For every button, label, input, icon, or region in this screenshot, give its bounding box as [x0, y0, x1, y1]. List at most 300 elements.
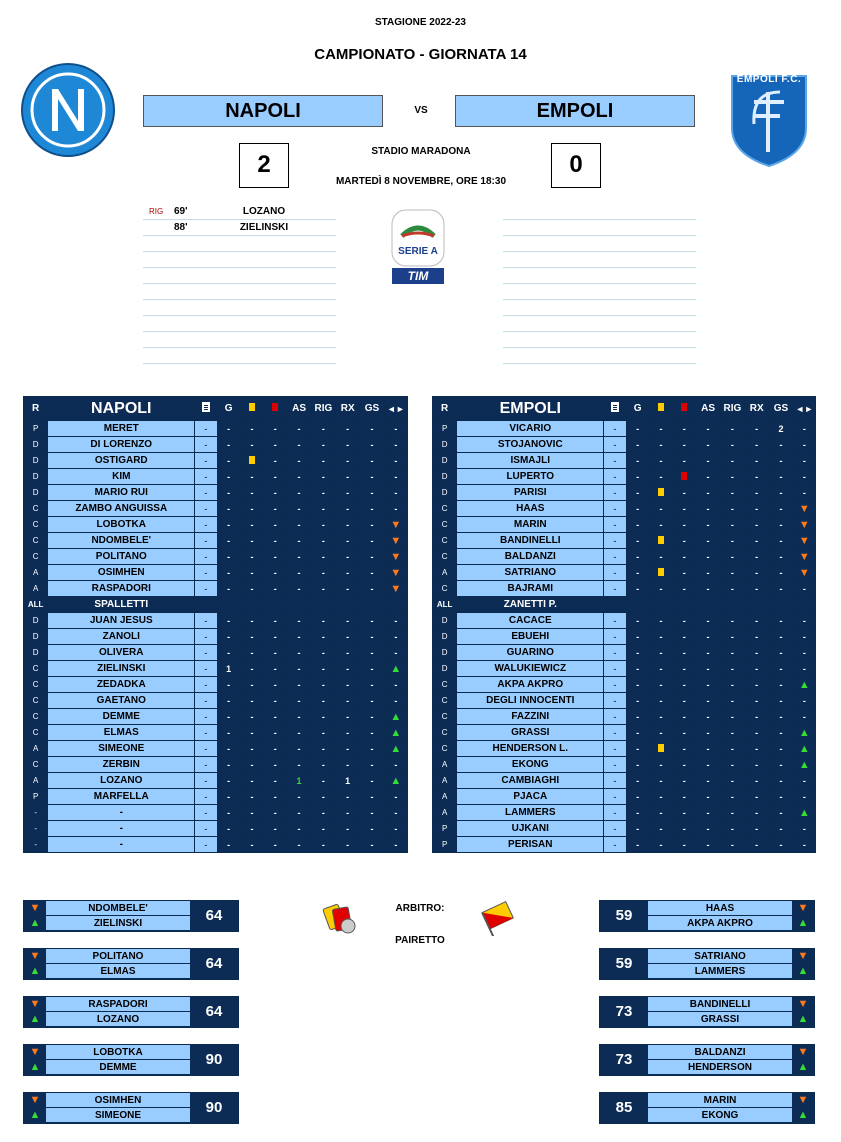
player-penalty-scored: -: [720, 517, 744, 533]
player-out-name: POLITANO: [46, 949, 190, 964]
player-row: [433, 501, 816, 517]
player-sub: -: [384, 821, 407, 837]
player-in-name: SIMEONE: [46, 1108, 190, 1123]
player-vote: -: [604, 565, 626, 581]
player-name: GRASSI: [457, 725, 604, 741]
player-goals: -: [626, 645, 649, 661]
player-goals: -: [626, 469, 649, 485]
player-assists: -: [287, 805, 311, 821]
sub-in-icon: ▲: [798, 742, 810, 755]
player-role: D: [24, 645, 48, 661]
player-red-card: -: [673, 677, 696, 693]
player-penalty-scored: -: [311, 837, 335, 853]
player-penalty-missed: -: [336, 709, 360, 725]
player-goals: -: [626, 789, 649, 805]
scorer-line: [503, 348, 696, 364]
player-penalty-missed: -: [336, 645, 360, 661]
sub-in-icon: ▲: [24, 1108, 46, 1124]
sub-out-icon: ▼: [390, 566, 402, 579]
player-row: [24, 437, 408, 453]
tim-text: TIM: [407, 269, 429, 283]
player-penalty-scored: -: [720, 741, 744, 757]
player-name: BALDANZI: [457, 549, 604, 565]
player-goals-conceded: -: [360, 517, 384, 533]
player-name: -: [48, 821, 195, 837]
coach-role: ALL: [24, 597, 48, 613]
away-score: 0: [551, 143, 601, 188]
player-vote: -: [604, 517, 626, 533]
player-name: POLITANO: [48, 549, 195, 565]
col-role-header: R: [433, 397, 457, 421]
player-yellow-card: -: [240, 549, 263, 565]
player-role: C: [433, 549, 457, 565]
player-name: HAAS: [457, 501, 604, 517]
player-red-card: -: [264, 805, 287, 821]
player-name: ISMAJLI: [457, 453, 604, 469]
player-goals: -: [626, 581, 649, 597]
penalty-missed-header: RX: [745, 397, 769, 421]
match-date: MARTEDÌ 8 NOVEMBRE, ORE 18:30: [335, 176, 507, 187]
player-sub: -: [793, 773, 815, 789]
player-penalty-scored: -: [720, 629, 744, 645]
sub-in-icon: ▲: [390, 710, 402, 723]
substitution-box: [599, 900, 815, 932]
player-penalty-scored: -: [311, 677, 335, 693]
player-yellow-card: [240, 453, 263, 469]
player-row: [433, 741, 816, 757]
penalty-scored-header: RIG: [311, 397, 335, 421]
player-row: [24, 549, 408, 565]
player-goals: -: [626, 549, 649, 565]
player-role: D: [433, 485, 457, 501]
player-vote: -: [604, 757, 626, 773]
player-row: [24, 693, 408, 709]
player-penalty-missed: -: [745, 645, 769, 661]
player-name: LOZANO: [48, 773, 195, 789]
coach-row: [433, 597, 816, 613]
player-vote: -: [195, 421, 217, 437]
player-sub: -: [384, 805, 407, 821]
player-yellow-card: -: [240, 725, 263, 741]
player-penalty-scored: -: [311, 437, 335, 453]
goal-minute: 69': [174, 206, 188, 217]
player-penalty-scored: -: [311, 469, 335, 485]
player-sub: [793, 741, 815, 757]
player-red-card: -: [673, 741, 696, 757]
player-assists: -: [696, 805, 720, 821]
player-penalty-missed: -: [336, 757, 360, 773]
player-vote: -: [195, 757, 217, 773]
player-penalty-missed: -: [336, 661, 360, 677]
player-assists: -: [287, 789, 311, 805]
player-yellow-card: -: [240, 517, 263, 533]
player-goals: -: [217, 757, 240, 773]
player-goals: -: [217, 565, 240, 581]
player-row: [433, 517, 816, 533]
player-penalty-scored: -: [311, 501, 335, 517]
sub-minute: 59: [600, 949, 648, 979]
player-name: DEMME: [48, 709, 195, 725]
yellow-card-icon: [658, 403, 664, 411]
player-goals: -: [217, 645, 240, 661]
player-penalty-missed: -: [336, 501, 360, 517]
yellow-card-header: [240, 397, 263, 421]
player-assists: -: [696, 677, 720, 693]
coach-name: SPALLETTI: [48, 597, 195, 613]
player-penalty-scored: -: [311, 517, 335, 533]
player-penalty-scored: -: [720, 453, 744, 469]
player-vote: -: [604, 453, 626, 469]
player-role: D: [24, 453, 48, 469]
player-penalty-scored: -: [720, 693, 744, 709]
sub-out-icon: ▼: [798, 502, 810, 515]
player-penalty-scored: -: [311, 773, 335, 789]
player-row: [433, 421, 816, 437]
player-red-card: -: [673, 837, 696, 853]
player-red-card: -: [264, 437, 287, 453]
player-assists: -: [696, 581, 720, 597]
player-penalty-missed: -: [745, 469, 769, 485]
sub-in-icon: ▲: [798, 758, 810, 771]
player-penalty-scored: -: [311, 693, 335, 709]
player-goals: -: [217, 501, 240, 517]
player-assists: -: [696, 773, 720, 789]
player-goals: -: [217, 821, 240, 837]
player-goals: -: [626, 709, 649, 725]
player-penalty-missed: -: [336, 677, 360, 693]
sub-out-icon: ▼: [24, 1045, 46, 1061]
scorer-line: [143, 332, 336, 348]
serie-a-logo: [388, 208, 448, 286]
player-goals-conceded: -: [360, 565, 384, 581]
player-penalty-missed: -: [336, 805, 360, 821]
player-assists: -: [696, 693, 720, 709]
player-role: P: [24, 789, 48, 805]
player-role: C: [24, 533, 48, 549]
player-assists: -: [696, 549, 720, 565]
player-sub: -: [793, 629, 815, 645]
player-name: MARIO RUI: [48, 485, 195, 501]
player-penalty-scored: -: [720, 773, 744, 789]
player-red-card: -: [673, 709, 696, 725]
player-name: ZIELINSKI: [48, 661, 195, 677]
player-goals-conceded: -: [769, 549, 793, 565]
yellow-card-icon: [658, 488, 664, 496]
player-yellow-card: -: [240, 709, 263, 725]
player-sub: [384, 661, 407, 677]
player-vote: -: [195, 693, 217, 709]
home-score: 2: [239, 143, 289, 188]
player-penalty-missed: -: [336, 533, 360, 549]
yellow-card-icon: [249, 456, 255, 464]
player-assists: -: [287, 661, 311, 677]
player-penalty-scored: -: [311, 629, 335, 645]
player-row: [433, 725, 816, 741]
player-row: [24, 661, 408, 677]
player-penalty-scored: -: [311, 757, 335, 773]
player-vote: -: [195, 581, 217, 597]
player-assists: -: [696, 517, 720, 533]
player-penalty-scored: -: [720, 613, 744, 629]
player-sub: -: [384, 613, 407, 629]
player-goals-conceded: -: [360, 581, 384, 597]
scorer-line: [503, 300, 696, 316]
player-row: [433, 677, 816, 693]
player-role: A: [433, 805, 457, 821]
player-yellow-card: -: [649, 693, 672, 709]
player-red-card: -: [264, 501, 287, 517]
substitution-box: [599, 1092, 815, 1124]
player-row: [433, 549, 816, 565]
player-goals: 1: [217, 661, 240, 677]
player-name: HENDERSON L.: [457, 741, 604, 757]
player-assists: -: [696, 661, 720, 677]
player-role: C: [24, 501, 48, 517]
player-red-card: -: [264, 821, 287, 837]
player-row: [24, 581, 408, 597]
player-row: [24, 565, 408, 581]
player-red-card: -: [264, 469, 287, 485]
player-row: [24, 453, 408, 469]
player-red-card: -: [673, 645, 696, 661]
player-goals: -: [626, 757, 649, 773]
player-yellow-card: -: [649, 453, 672, 469]
player-red-card: -: [673, 789, 696, 805]
player-row: [433, 437, 816, 453]
player-role: C: [24, 677, 48, 693]
substitution-box: [23, 948, 239, 980]
player-assists: -: [696, 437, 720, 453]
sub-minute: 90: [190, 1045, 238, 1075]
player-role: D: [24, 613, 48, 629]
player-goals-conceded: -: [769, 709, 793, 725]
player-penalty-scored: -: [311, 565, 335, 581]
player-penalty-missed: -: [745, 709, 769, 725]
player-sub: [793, 517, 815, 533]
player-vote: -: [604, 741, 626, 757]
player-sub: -: [384, 469, 407, 485]
yellow-card-icon: [658, 744, 664, 752]
player-role: C: [433, 741, 457, 757]
player-yellow-card: [649, 565, 672, 581]
player-name: SIMEONE: [48, 741, 195, 757]
substitution-box: [23, 900, 239, 932]
player-penalty-missed: -: [745, 565, 769, 581]
player-sub: -: [793, 693, 815, 709]
player-penalty-missed: -: [745, 517, 769, 533]
player-assists: -: [287, 837, 311, 853]
player-penalty-missed: -: [745, 805, 769, 821]
player-row: [433, 709, 816, 725]
player-yellow-card: -: [649, 677, 672, 693]
player-red-card: -: [673, 629, 696, 645]
player-yellow-card: -: [240, 437, 263, 453]
sub-in-icon: ▲: [24, 964, 46, 980]
sub-out-icon: ▼: [792, 1093, 814, 1109]
player-sub: [384, 725, 407, 741]
sub-out-icon: ▼: [798, 566, 810, 579]
player-row: [433, 613, 816, 629]
sub-minute: 64: [190, 949, 238, 979]
player-role: C: [24, 549, 48, 565]
sub-out-icon: ▼: [792, 901, 814, 917]
player-vote: -: [604, 805, 626, 821]
player-assists: -: [287, 453, 311, 469]
player-penalty-missed: -: [336, 437, 360, 453]
player-penalty-scored: -: [720, 485, 744, 501]
player-name: WALUKIEWICZ: [457, 661, 604, 677]
sub-in-icon: ▲: [792, 1060, 814, 1076]
player-goals-conceded: -: [769, 485, 793, 501]
player-row: [433, 565, 816, 581]
player-goals-conceded: -: [360, 757, 384, 773]
player-penalty-missed: -: [745, 501, 769, 517]
player-yellow-card: -: [240, 533, 263, 549]
goal-scorer: ZIELINSKI: [239, 222, 289, 233]
player-name: PARISI: [457, 485, 604, 501]
player-out-name: SATRIANO: [648, 949, 792, 964]
player-sub: -: [793, 453, 815, 469]
player-red-card: -: [264, 725, 287, 741]
player-assists: -: [287, 517, 311, 533]
player-assists: -: [696, 533, 720, 549]
player-penalty-missed: -: [745, 757, 769, 773]
player-sub: [793, 757, 815, 773]
player-goals-conceded: -: [360, 805, 384, 821]
player-goals-conceded: -: [769, 613, 793, 629]
stadium-label: STADIO MARADONA: [371, 146, 471, 157]
player-role: C: [433, 677, 457, 693]
yellow-card-icon: [658, 568, 664, 576]
player-role: A: [433, 757, 457, 773]
player-yellow-card: -: [649, 757, 672, 773]
yellow-card-icon: [249, 403, 255, 411]
player-penalty-missed: -: [745, 821, 769, 837]
player-sub: [793, 533, 815, 549]
player-role: D: [24, 469, 48, 485]
player-sub: [384, 773, 407, 789]
player-sub: [384, 565, 407, 581]
player-yellow-card: -: [240, 485, 263, 501]
player-name: ZERBIN: [48, 757, 195, 773]
player-row: [433, 581, 816, 597]
player-role: C: [433, 517, 457, 533]
sub-out-icon: ▼: [792, 1045, 814, 1061]
player-penalty-missed: -: [745, 453, 769, 469]
penalty-tag: RIG: [149, 207, 164, 216]
player-sub: -: [384, 501, 407, 517]
player-goals: -: [217, 485, 240, 501]
player-goals-conceded: -: [360, 741, 384, 757]
goals-conceded-header: GS: [769, 397, 793, 421]
player-penalty-scored: -: [720, 789, 744, 805]
player-yellow-card: -: [649, 421, 672, 437]
player-in-name: LOZANO: [46, 1012, 190, 1027]
player-sub: -: [384, 453, 407, 469]
sub-out-icon: ▼: [798, 550, 810, 563]
player-penalty-scored: -: [720, 725, 744, 741]
player-goals: -: [217, 469, 240, 485]
player-goals-conceded: -: [360, 821, 384, 837]
player-row: [24, 741, 408, 757]
player-role: C: [433, 725, 457, 741]
player-red-card: -: [673, 421, 696, 437]
player-penalty-missed: -: [745, 677, 769, 693]
player-name: -: [48, 837, 195, 853]
sub-out-icon: ▼: [24, 997, 46, 1013]
yellow-card-icon: [658, 536, 664, 544]
player-penalty-scored: -: [720, 661, 744, 677]
player-name: ELMAS: [48, 725, 195, 741]
player-vote: -: [604, 501, 626, 517]
player-sub: -: [793, 437, 815, 453]
player-red-card: -: [264, 789, 287, 805]
player-name: MERET: [48, 421, 195, 437]
player-goals: -: [217, 421, 240, 437]
player-yellow-card: -: [240, 773, 263, 789]
player-role: A: [433, 789, 457, 805]
home-team-name: NAPOLI: [143, 95, 383, 127]
player-goals: -: [626, 677, 649, 693]
flag-icon: [474, 900, 524, 936]
player-goals-conceded: -: [769, 805, 793, 821]
player-vote: -: [604, 581, 626, 597]
player-red-card: -: [264, 709, 287, 725]
player-red-card: -: [264, 453, 287, 469]
player-red-card: -: [673, 437, 696, 453]
player-red-card: [673, 469, 696, 485]
player-role: C: [433, 693, 457, 709]
player-goals-conceded: -: [769, 533, 793, 549]
player-penalty-scored: -: [720, 421, 744, 437]
player-goals-conceded: -: [769, 757, 793, 773]
player-role: C: [24, 725, 48, 741]
player-role: C: [433, 533, 457, 549]
player-yellow-card: -: [240, 789, 263, 805]
player-red-card: -: [264, 773, 287, 789]
sub-in-icon: ▲: [798, 678, 810, 691]
player-row: [433, 469, 816, 485]
sub-minute: 64: [190, 997, 238, 1027]
player-penalty-scored: -: [720, 501, 744, 517]
player-goals: -: [626, 565, 649, 581]
player-red-card: -: [673, 565, 696, 581]
sub-in-icon: ▲: [792, 1108, 814, 1124]
player-yellow-card: -: [649, 437, 672, 453]
player-goals-conceded: -: [769, 645, 793, 661]
player-vote: -: [604, 549, 626, 565]
sub-out-icon: ▼: [390, 550, 402, 563]
player-vote: -: [195, 533, 217, 549]
player-vote: -: [604, 661, 626, 677]
player-name: EBUEHI: [457, 629, 604, 645]
player-assists: -: [696, 837, 720, 853]
player-goals-conceded: -: [769, 581, 793, 597]
player-name: LUPERTO: [457, 469, 604, 485]
player-penalty-missed: -: [745, 629, 769, 645]
sub-out-icon: ▼: [24, 1093, 46, 1109]
season-label: STAGIONE 2022-23: [375, 17, 466, 28]
scorer-line: [143, 348, 336, 364]
player-assists: -: [287, 581, 311, 597]
player-goals: -: [626, 629, 649, 645]
penalty-scored-header: RIG: [720, 397, 744, 421]
player-red-card: -: [264, 741, 287, 757]
vs-label: VS: [414, 105, 428, 116]
player-yellow-card: [649, 741, 672, 757]
sub-in-icon: ▲: [390, 742, 402, 755]
home-roster-table: [23, 396, 408, 853]
